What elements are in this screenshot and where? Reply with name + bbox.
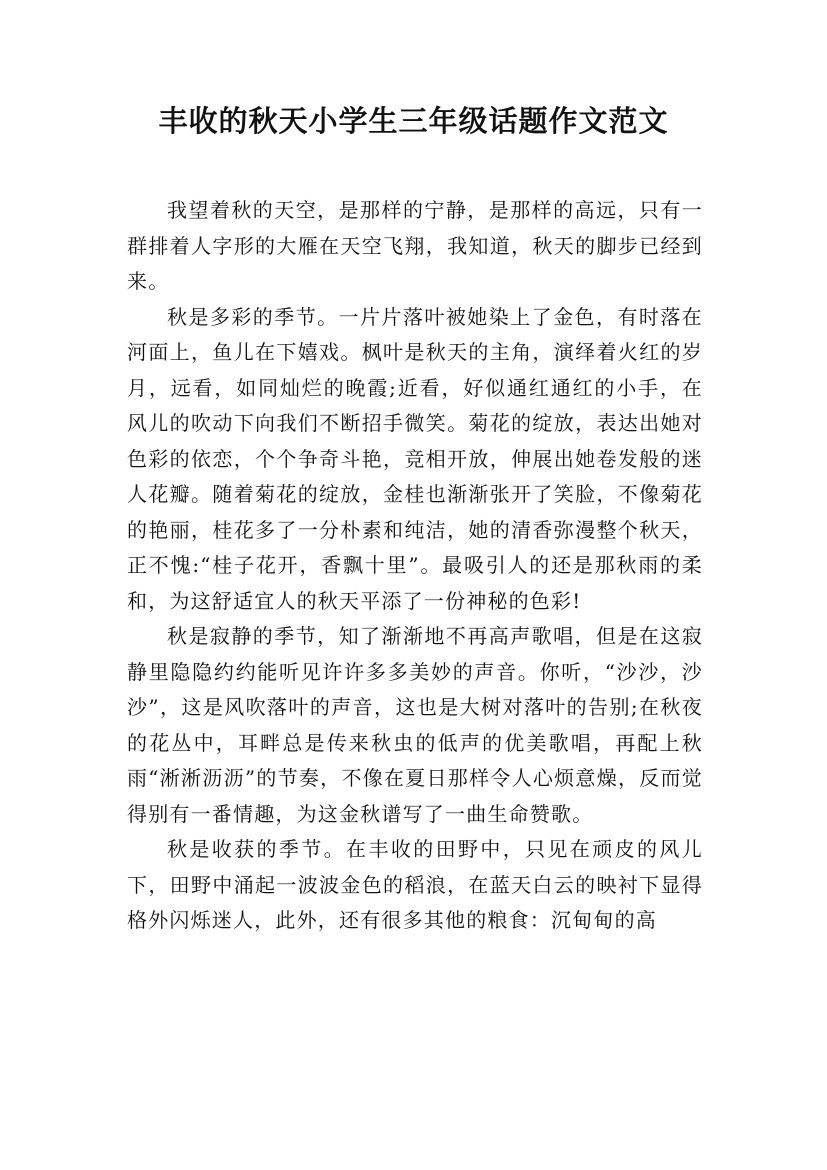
document-body	[127, 193, 703, 939]
paragraph-2: 秋是多彩的季节。一片片落叶被她染上了金色，有时落在河面上，鱼儿在下嬉戏。枫叶是秋天的主角，演绎着火红的岁月，远看，如同灿烂的晚霞;近看，好似通红通红的小手，在风儿的吹动下向我们不断招手微笑。菊花的绽放，表达出她对色彩的依恋，个个争奇斗艳，竞相开放，伸展出她卷发般的迷人花瓣。随着菊花的绽放，金桂也渐渐张开了笑脸，不像菊花的艳丽，桂花多了一分朴素和纯洁，她的清香弥漫整个秋天，正不愧:“桂子花开，香飘十里”。最吸引人的还是那秋雨的柔和，为这舒适宜人的秋天平添了一份神秘的色彩!	[127, 304, 703, 613]
document-title: 丰收的秋天小学生三年级话题作文范文	[158, 104, 669, 138]
paragraph-3: 秋是寂静的季节，知了渐渐地不再高声歌唱，但是在这寂静里隐隐约约能听见许许多多美妙的声音。你听，“沙沙，沙沙”，这是风吹落叶的声音，这也是大树对落叶的告别;在秋夜的花丛中，耳畔总是传来秋虫的低声的优美歌唱，再配上秋雨“淅淅沥沥”的节奏，不像在夏日那样令人心烦意燥，反而觉得别有一番情趣，为这金秋谱写了一曲生命赞歌。	[127, 624, 703, 826]
paragraph-4: 秋是收获的季节。在丰收的田野中，只见在顽皮的风儿下，田野中涌起一波波金色的稻浪，在蓝天白云的映衬下显得格外闪烁迷人，此外，还有很多其他的粮食：沉甸甸的高	[127, 837, 703, 932]
paragraph-1: 我望着秋的天空，是那样的宁静，是那样的高远，只有一群排着人字形的大雁在天空飞翔，我知道，秋天的脚步已经到来。	[127, 198, 703, 293]
